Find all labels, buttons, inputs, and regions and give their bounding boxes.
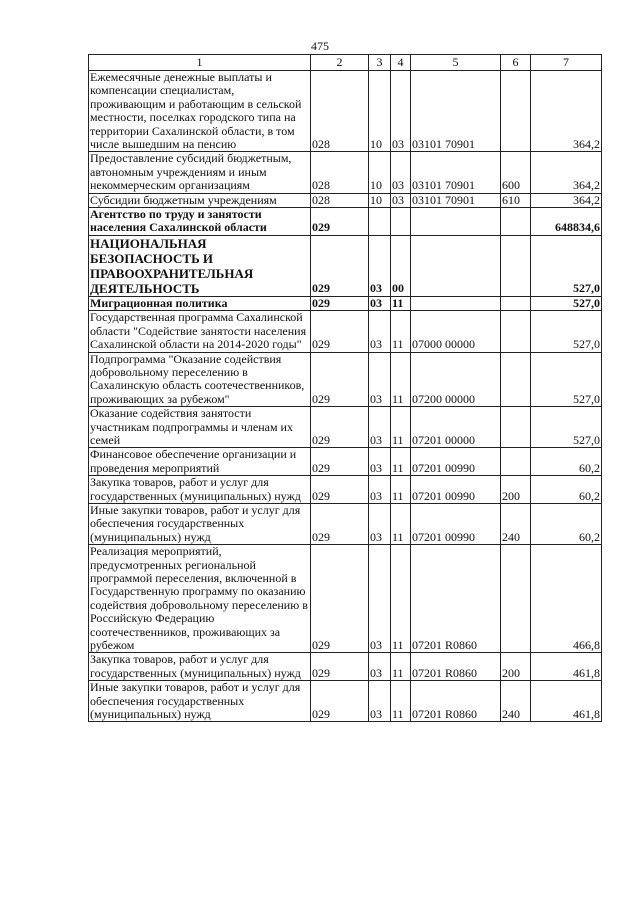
target-article-cell: 07201 R0860 <box>411 545 501 653</box>
amount-cell: 527,0 <box>531 311 602 352</box>
column-header: 3 <box>369 55 391 71</box>
target-article-cell: 07201 00990 <box>411 503 501 544</box>
subsection-code-cell: 11 <box>391 545 411 653</box>
row-name-cell: Закупка товаров, работ и услуг для государственных (муниципальных) нужд <box>89 476 311 504</box>
ministry-code-cell: 029 <box>311 503 369 544</box>
budget-table-body <box>89 55 602 722</box>
column-header: 1 <box>89 55 311 71</box>
table-row <box>89 208 602 236</box>
amount-cell: 60,2 <box>531 448 602 476</box>
target-article-cell: 07201 00000 <box>411 407 501 448</box>
ministry-code-cell: 029 <box>311 653 369 681</box>
amount-cell: 364,2 <box>531 152 602 193</box>
ministry-code-cell: 029 <box>311 311 369 352</box>
ministry-code-cell: 028 <box>311 152 369 193</box>
table-row <box>89 152 602 193</box>
ministry-code-cell: 028 <box>311 193 369 207</box>
section-code-cell: 10 <box>369 71 391 152</box>
table-row <box>89 681 602 722</box>
target-article-cell: 07201 00990 <box>411 448 501 476</box>
subsection-code-cell: 11 <box>391 653 411 681</box>
subsection-code-cell: 11 <box>391 407 411 448</box>
table-row <box>89 476 602 504</box>
row-name-cell: Закупка товаров, работ и услуг для государственных (муниципальных) нужд <box>89 653 311 681</box>
ministry-code-cell: 028 <box>311 71 369 152</box>
row-name-cell: Иные закупки товаров, работ и услуг для обеспечения государственных (муниципальных) нужд <box>89 681 311 722</box>
ministry-code-cell: 029 <box>311 296 369 310</box>
expense-type-cell <box>501 311 531 352</box>
expense-type-cell <box>501 407 531 448</box>
column-header-row <box>89 55 602 71</box>
expense-type-cell: 610 <box>501 193 531 207</box>
amount-cell: 466,8 <box>531 545 602 653</box>
row-name-cell: Государственная программа Сахалинской области "Содействие занятости населения Сахалинской области на 2014-2020 годы" <box>89 311 311 352</box>
ministry-code-cell: 029 <box>311 545 369 653</box>
table-row <box>89 193 602 207</box>
amount-cell: 648834,6 <box>531 208 602 236</box>
column-header: 2 <box>311 55 369 71</box>
section-code-cell: 03 <box>369 503 391 544</box>
section-code-cell: 10 <box>369 152 391 193</box>
expense-type-cell <box>501 545 531 653</box>
target-article-cell: 07201 R0860 <box>411 681 501 722</box>
subsection-code-cell <box>391 208 411 236</box>
row-name-cell: Оказание содействия занятости участникам подпрограммы и членам их семей <box>89 407 311 448</box>
subsection-code-cell: 03 <box>391 152 411 193</box>
ministry-code-cell: 029 <box>311 352 369 407</box>
table-row <box>89 503 602 544</box>
expense-type-cell <box>501 235 531 296</box>
column-header: 4 <box>391 55 411 71</box>
table-row <box>89 653 602 681</box>
expense-type-cell <box>501 352 531 407</box>
subsection-code-cell: 11 <box>391 296 411 310</box>
ministry-code-cell: 029 <box>311 208 369 236</box>
amount-cell: 60,2 <box>531 503 602 544</box>
row-name-cell: Иные закупки товаров, работ и услуг для обеспечения государственных (муниципальных) нужд <box>89 503 311 544</box>
target-article-cell: 03101 70901 <box>411 193 501 207</box>
table-row <box>89 296 602 310</box>
subsection-code-cell: 11 <box>391 448 411 476</box>
expense-type-cell: 240 <box>501 503 531 544</box>
table-row <box>89 545 602 653</box>
table-row <box>89 71 602 152</box>
expense-type-cell: 240 <box>501 681 531 722</box>
section-code-cell: 03 <box>369 476 391 504</box>
amount-cell: 60,2 <box>531 476 602 504</box>
section-code-cell: 10 <box>369 193 391 207</box>
expense-type-cell <box>501 71 531 152</box>
subsection-code-cell: 11 <box>391 311 411 352</box>
table-row <box>89 352 602 407</box>
budget-table <box>88 54 602 722</box>
section-code-cell: 03 <box>369 681 391 722</box>
amount-cell: 527,0 <box>531 296 602 310</box>
ministry-code-cell: 029 <box>311 235 369 296</box>
target-article-cell: 03101 70901 <box>411 152 501 193</box>
ministry-code-cell: 029 <box>311 448 369 476</box>
section-code-cell: 03 <box>369 352 391 407</box>
amount-cell: 461,8 <box>531 681 602 722</box>
row-name-cell: Агентство по труду и занятости населения Сахалинской области <box>89 208 311 236</box>
target-article-cell <box>411 208 501 236</box>
expense-type-cell: 200 <box>501 653 531 681</box>
subsection-code-cell: 11 <box>391 681 411 722</box>
target-article-cell <box>411 296 501 310</box>
row-name-cell: Ежемесячные денежные выплаты и компенсации специалистам, проживающим и работающим в сельской местности, поселках городского типа на территории Сахалинской области, в том числе вышедшим на пенсию <box>89 71 311 152</box>
amount-cell: 527,0 <box>531 235 602 296</box>
target-article-cell: 07200 00000 <box>411 352 501 407</box>
section-code-cell: 03 <box>369 235 391 296</box>
subsection-code-cell: 11 <box>391 352 411 407</box>
row-name-cell: Реализация мероприятий, предусмотренных региональной программой переселения, включенной в Государственную программу по оказанию содействия добровольному переселению в Российскую Федерацию соотечественников, проживающих за рубежом <box>89 545 311 653</box>
expense-type-cell <box>501 208 531 236</box>
section-code-cell: 03 <box>369 407 391 448</box>
table-row <box>89 407 602 448</box>
expense-type-cell: 600 <box>501 152 531 193</box>
amount-cell: 527,0 <box>531 407 602 448</box>
expense-type-cell <box>501 296 531 310</box>
section-code-cell: 03 <box>369 653 391 681</box>
column-header: 6 <box>501 55 531 71</box>
subsection-code-cell: 11 <box>391 476 411 504</box>
row-name-cell: Финансовое обеспечение организации и проведения мероприятий <box>89 448 311 476</box>
section-code-cell: 03 <box>369 296 391 310</box>
target-article-cell <box>411 235 501 296</box>
ministry-code-cell: 029 <box>311 681 369 722</box>
row-name-cell: Миграционная политика <box>89 296 311 310</box>
section-code-cell <box>369 208 391 236</box>
subsection-code-cell: 00 <box>391 235 411 296</box>
table-row <box>89 235 602 296</box>
page-number: 475 <box>311 39 329 53</box>
target-article-cell: 07000 00000 <box>411 311 501 352</box>
column-header: 7 <box>531 55 602 71</box>
target-article-cell: 07201 R0860 <box>411 653 501 681</box>
amount-cell: 527,0 <box>531 352 602 407</box>
table-row <box>89 311 602 352</box>
subsection-code-cell: 03 <box>391 193 411 207</box>
section-code-cell: 03 <box>369 448 391 476</box>
ministry-code-cell: 029 <box>311 476 369 504</box>
row-name-cell: Предоставление субсидий бюджетным, автономным учреждениям и иным некоммерческим организациям <box>89 152 311 193</box>
ministry-code-cell: 029 <box>311 407 369 448</box>
column-header: 5 <box>411 55 501 71</box>
target-article-cell: 03101 70901 <box>411 71 501 152</box>
subsection-code-cell: 11 <box>391 503 411 544</box>
row-name-cell: НАЦИОНАЛЬНАЯ БЕЗОПАСНОСТЬ И ПРАВООХРАНИТЕЛЬНАЯ ДЕЯТЕЛЬНОСТЬ <box>89 235 311 296</box>
target-article-cell: 07201 00990 <box>411 476 501 504</box>
section-code-cell: 03 <box>369 545 391 653</box>
expense-type-cell <box>501 448 531 476</box>
amount-cell: 364,2 <box>531 71 602 152</box>
subsection-code-cell: 03 <box>391 71 411 152</box>
amount-cell: 364,2 <box>531 193 602 207</box>
row-name-cell: Подпрограмма "Оказание содействия добровольному переселению в Сахалинскую область соотечественников, проживающих за рубежом" <box>89 352 311 407</box>
row-name-cell: Субсидии бюджетным учреждениям <box>89 193 311 207</box>
table-row <box>89 448 602 476</box>
amount-cell: 461,8 <box>531 653 602 681</box>
section-code-cell: 03 <box>369 311 391 352</box>
expense-type-cell: 200 <box>501 476 531 504</box>
